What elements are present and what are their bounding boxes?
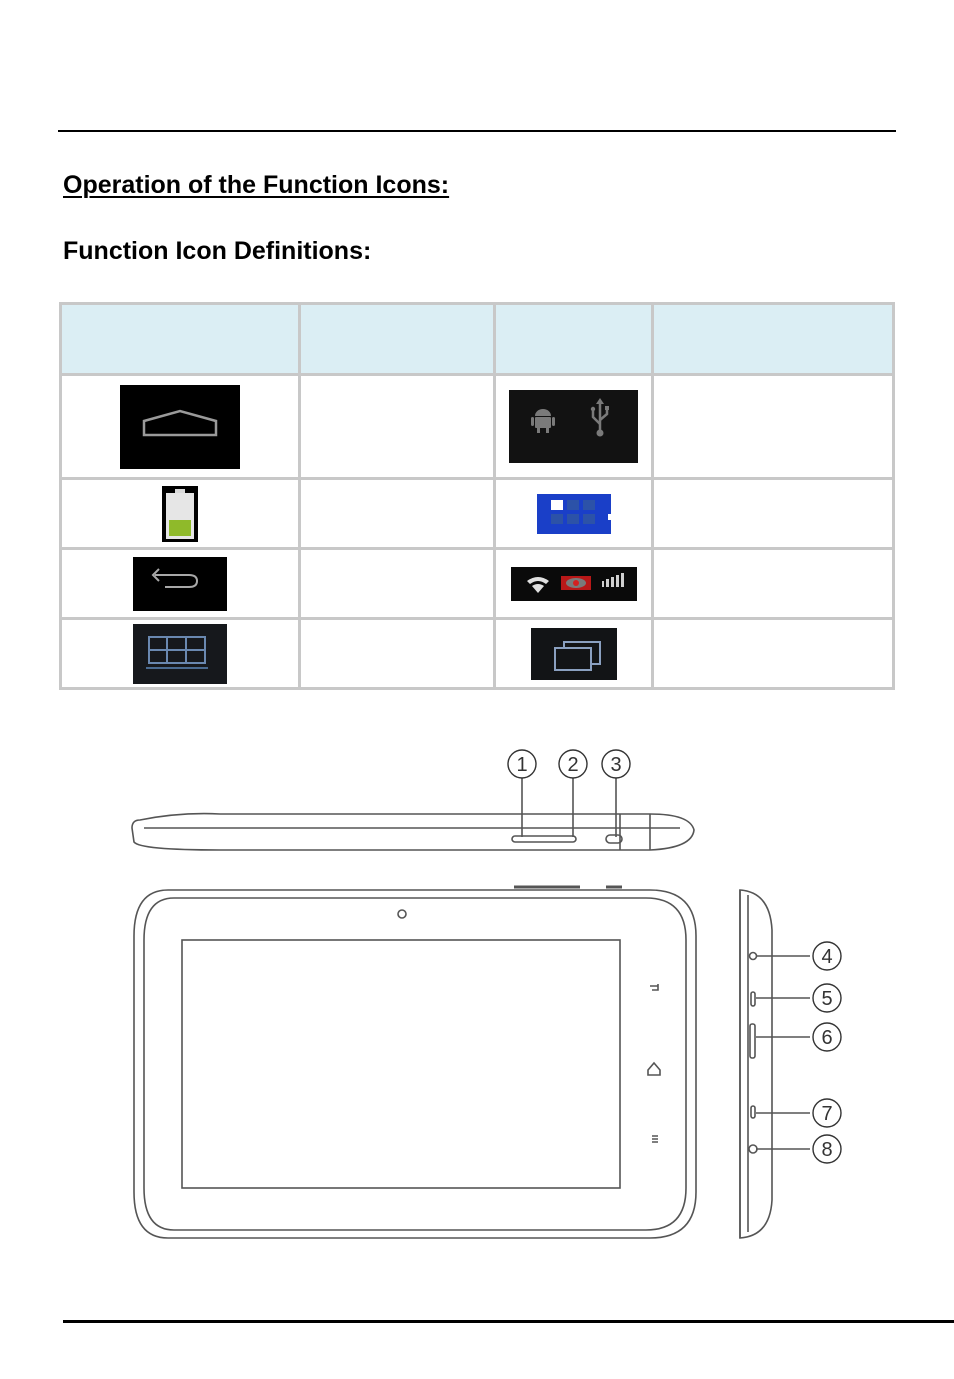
table-row <box>61 619 894 689</box>
icon-cell <box>495 619 653 689</box>
description-cell <box>300 619 495 689</box>
menu-icon <box>133 624 227 684</box>
headphone-jack <box>750 953 757 960</box>
description-cell <box>300 549 495 619</box>
tablet-front-view <box>134 890 696 1238</box>
wifi-signal-status-icon <box>511 567 637 601</box>
icon-cell <box>61 375 300 479</box>
callout-label: 7 <box>821 1103 833 1125</box>
description-cell <box>653 479 894 549</box>
header-cell <box>300 304 495 375</box>
description-cell <box>300 479 495 549</box>
bottom-rule <box>63 1320 954 1323</box>
description-cell <box>300 375 495 479</box>
sd-slot <box>750 1024 755 1058</box>
icon-cell <box>61 619 300 689</box>
reset-hole <box>749 1145 757 1153</box>
callout-label: 8 <box>821 1139 833 1161</box>
table-row <box>61 375 894 479</box>
description-cell <box>653 619 894 689</box>
callout-label: 2 <box>567 754 579 776</box>
android-usb-notification-icon <box>509 390 638 463</box>
back-key-icon <box>650 984 658 990</box>
callout-label: 1 <box>516 754 528 776</box>
front-camera <box>398 910 406 918</box>
tablet-top-view <box>132 814 694 850</box>
back-icon <box>133 557 227 611</box>
table-row <box>61 479 894 549</box>
tablet-side-view <box>740 890 772 1238</box>
description-cell <box>653 549 894 619</box>
tablet-screen <box>182 940 620 1188</box>
table-header-row <box>61 304 894 375</box>
description-cell <box>653 375 894 479</box>
function-icon-table <box>59 302 895 690</box>
icon-cell <box>495 479 653 549</box>
header-cell <box>653 304 894 375</box>
icon-cell <box>61 479 300 549</box>
home-key-icon <box>648 1063 660 1075</box>
callout-label: 4 <box>821 946 833 968</box>
app-drawer-icon <box>537 494 611 534</box>
callout-label: 6 <box>821 1027 833 1049</box>
callout-label: 5 <box>821 988 833 1010</box>
home-icon <box>120 385 240 469</box>
tablet-diagram <box>120 740 860 1255</box>
table-row <box>61 549 894 619</box>
usb-port <box>751 992 755 1006</box>
callout-label: 3 <box>610 754 622 776</box>
section-heading: Operation of the Function Icons: <box>63 171 450 199</box>
icon-cell <box>495 375 653 479</box>
menu-key-icon <box>652 1136 658 1142</box>
icon-cell <box>495 549 653 619</box>
icon-cell <box>61 549 300 619</box>
dc-port <box>751 1106 755 1118</box>
recent-apps-icon <box>531 628 617 680</box>
subsection-heading: Function Icon Definitions: <box>63 237 372 265</box>
header-cell <box>61 304 300 375</box>
top-rule <box>58 130 896 132</box>
header-cell <box>495 304 653 375</box>
battery-icon <box>162 486 198 542</box>
